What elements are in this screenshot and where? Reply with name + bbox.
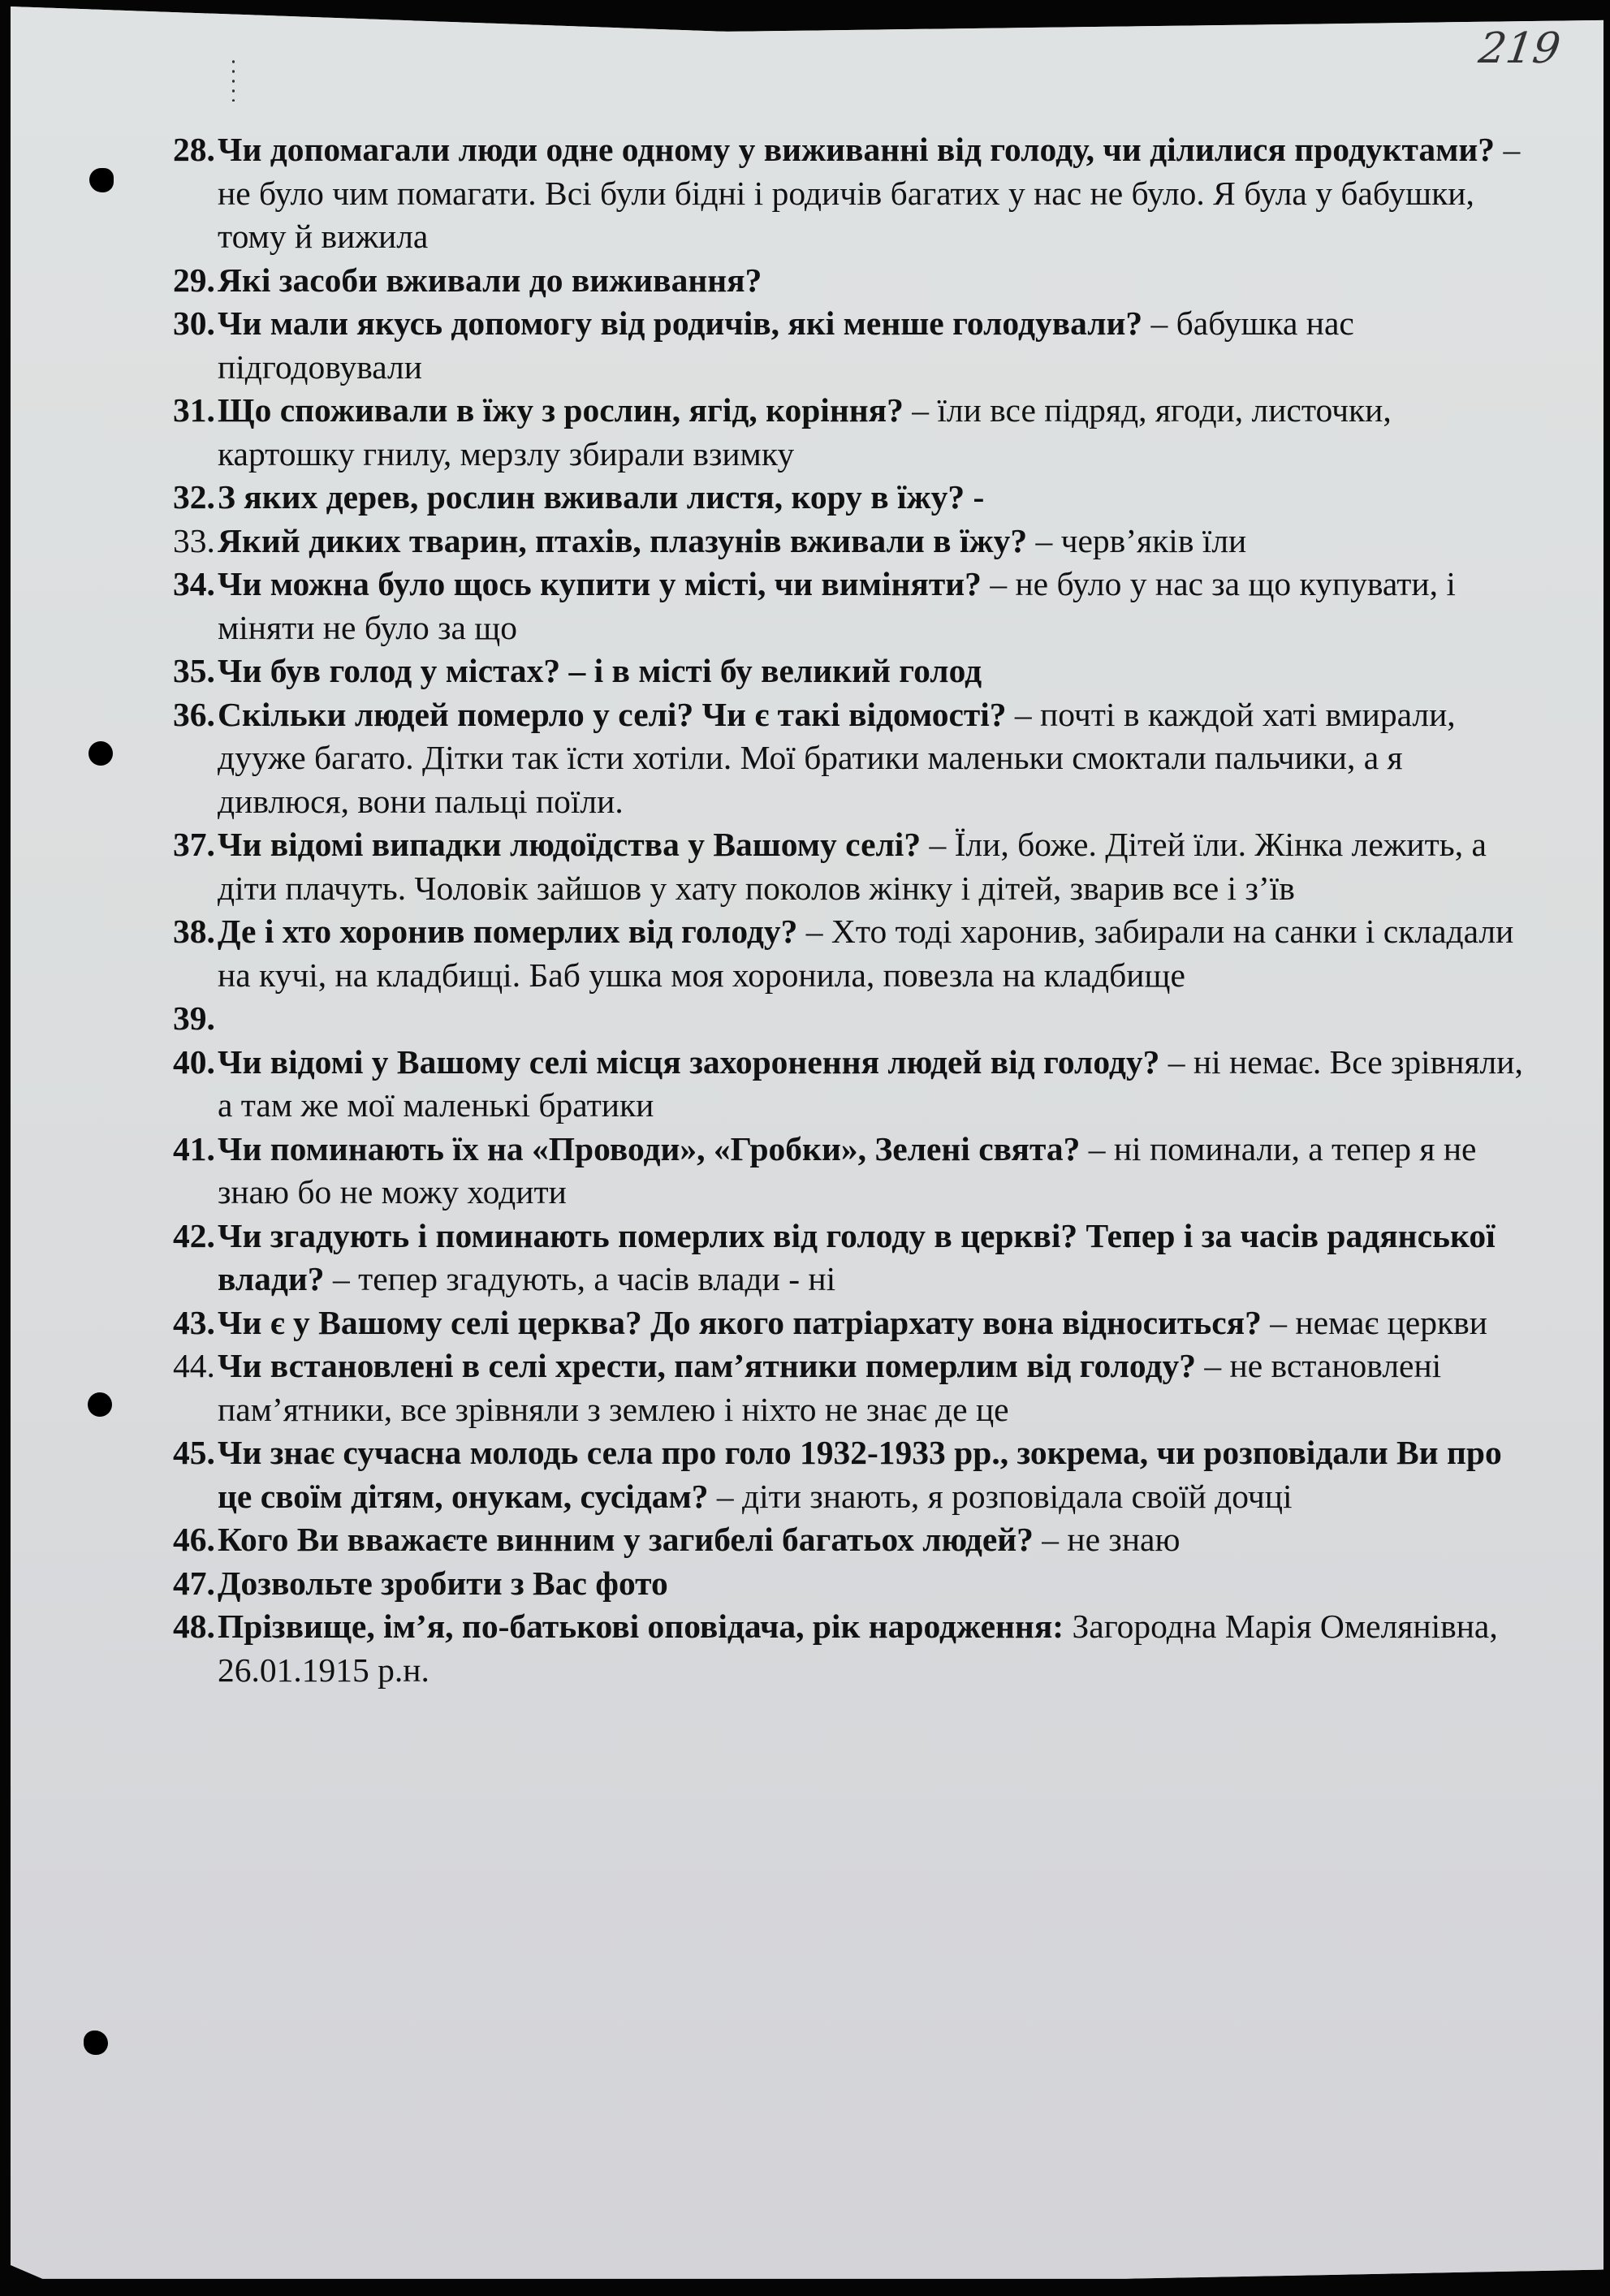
answer-text: – Хто тоді харонив, забирали на санки і складали на кучі, на кладбищі. Баб ушка моя хоронила, повезла на кладбище	[218, 913, 1514, 994]
list-item-39	[173, 997, 1529, 1041]
answer-text: – немає церкви	[1261, 1303, 1487, 1341]
question-text: Чи згадують і поминають померлих від голоду в церкві? Тепер і за часів радянської влади?	[218, 1216, 1496, 1297]
list-item-47	[173, 1562, 1529, 1606]
item-number: 45.	[173, 1434, 215, 1471]
handwritten-page-number: 219	[1475, 24, 1564, 73]
answer-text: – не було у нас за що купувати, і міняти не було за що	[218, 565, 1456, 646]
question-text: З яких дерев, рослин вживали листя, кору в їжу? -	[218, 478, 985, 516]
item-number: 47.	[173, 1564, 215, 1602]
list-item-29	[173, 259, 1529, 303]
list-item-43	[173, 1301, 1529, 1345]
answer-text: – почті в каждой хаті вмирали, дууже багато. Дітки так їсти хотіли. Мої братики маленьки смоктали пальчики, а я дивлюся, вони пальці поїли.	[218, 695, 1456, 820]
list-item-33	[173, 520, 1529, 563]
question-text: Дозвольте зробити з Вас фото	[218, 1564, 668, 1602]
list-item-38	[173, 910, 1529, 997]
question-text: Чи був голод у містах? – і в місті бу великий голод	[218, 652, 982, 689]
item-number: 36.	[173, 695, 215, 733]
list-item-30	[173, 302, 1529, 389]
question-text: Чи мали якусь допомогу від родичів, які менше голодували?	[218, 304, 1143, 342]
item-number: 38.	[173, 913, 215, 950]
question-text: Чи можна було щось купити у місті, чи виміняти?	[218, 565, 982, 602]
punch-hole	[89, 168, 114, 192]
punch-hole	[88, 741, 113, 766]
question-text: Чи відомі у Вашому селі місця захоронення людей від голоду?	[218, 1042, 1160, 1081]
item-number: 42.	[173, 1216, 215, 1254]
item-number: 32.	[173, 478, 215, 516]
question-text: Який диких тварин, птахів, плазунів вживали в їжу?	[218, 521, 1028, 559]
list-item-34	[173, 563, 1529, 650]
item-number: 39.	[173, 999, 215, 1037]
question-text: Де і хто хоронив померлих від голоду?	[218, 913, 798, 950]
question-text: Що споживали в їжу з рослин, ягід, коріння?	[218, 391, 904, 429]
answer-text: – ні поминали, а тепер я не знаю бо не можу ходити	[218, 1129, 1477, 1211]
list-item-46	[173, 1518, 1529, 1562]
item-number: 44.	[173, 1347, 215, 1384]
list-item-48	[173, 1605, 1529, 1692]
item-number: 33.	[173, 521, 215, 559]
answer-text: – діти знають, я розповідала своїй дочці	[708, 1477, 1293, 1515]
question-text: Чи поминають їх на «Проводи», «Гробки», Зелені свята?	[218, 1129, 1081, 1167]
question-text: Скільки людей померло у селі? Чи є такі відомості?	[218, 695, 1007, 733]
question-text: Які засоби вживали до виживання?	[218, 261, 762, 299]
item-number: 28.	[173, 131, 215, 168]
list-item-37	[173, 823, 1529, 910]
list-item-40	[173, 1041, 1529, 1128]
item-number: 48.	[173, 1608, 215, 1645]
item-number: 34.	[173, 565, 215, 602]
question-text: Чи знає сучасна молодь села про голо 1932-1933 рр., зокрема, чи розповідали Ви про це своїм дітям, онукам, сусідам?	[218, 1434, 1502, 1515]
item-number: 37.	[173, 826, 215, 863]
questionnaire-list	[173, 128, 1529, 1692]
list-item-41	[173, 1128, 1529, 1215]
item-number: 30.	[173, 304, 215, 342]
item-number: 35.	[173, 652, 215, 689]
question-text: Прізвище, ім’я, по-батькові оповідача, рік народження:	[218, 1608, 1064, 1645]
answer-text: – Їли, боже. Дітей їли. Жінка лежить, а діти плачуть. Чоловік зайшов у хату поколов жінку і дітей, зварив все і з’їв	[218, 826, 1487, 907]
answer-text: – тепер згадують, а часів влади - ні	[324, 1260, 836, 1297]
list-item-28	[173, 128, 1529, 259]
question-text: Чи встановлені в селі хрести, пам’ятники померлим від голоду?	[218, 1347, 1196, 1384]
answer-text: – бабушка нас підгодовували	[218, 304, 1354, 386]
answer-text: – не встановлені пам’ятники, все зрівняли з землею і ніхто не знає де це	[218, 1347, 1442, 1428]
answer-text: Загородна Марія Омелянівна, 26.01.1915 р.н.	[218, 1608, 1498, 1689]
item-number: 40.	[173, 1042, 215, 1081]
list-item-44	[173, 1344, 1529, 1431]
list-item-35	[173, 650, 1529, 693]
item-number: 31.	[173, 391, 215, 429]
question-text: Кого Ви вважаєте винним у загибелі багатьох людей?	[218, 1521, 1034, 1558]
punch-hole	[88, 1392, 112, 1417]
answer-text: – не було чим помагати. Всі були бідні і родичів багатих у нас не було. Я була у бабушки, тому й вижила	[218, 131, 1521, 255]
list-item-31	[173, 389, 1529, 476]
list-item-36	[173, 693, 1529, 824]
question-text: Чи відомі випадки людоїдства у Вашому селі?	[218, 826, 922, 863]
punch-hole	[84, 2031, 108, 2055]
item-number: 43.	[173, 1303, 215, 1341]
question-text: Чи допомагали люди одне одному у виживанні від голоду, чи ділилися продуктами?	[218, 131, 1496, 168]
item-number: 29.	[173, 261, 215, 299]
scan-dots	[232, 57, 235, 101]
list-item-45	[173, 1431, 1529, 1518]
answer-text: – їли все підряд, ягоди, листочки, картошку гнилу, мерзлу збирали взимку	[218, 391, 1392, 473]
item-number: 46.	[173, 1521, 215, 1558]
question-text: Чи є у Вашому селі церква? До якого патріархату вона відноситься?	[218, 1303, 1262, 1341]
answer-text: – ні немає. Все зрівняли, а там же мої маленькі братики	[218, 1042, 1523, 1124]
list-item-42	[173, 1215, 1529, 1301]
list-item-32	[173, 476, 1529, 520]
answer-text: – не знаю	[1033, 1521, 1181, 1558]
item-number: 41.	[173, 1129, 215, 1167]
answer-text: – черв’яків їли	[1027, 521, 1247, 559]
